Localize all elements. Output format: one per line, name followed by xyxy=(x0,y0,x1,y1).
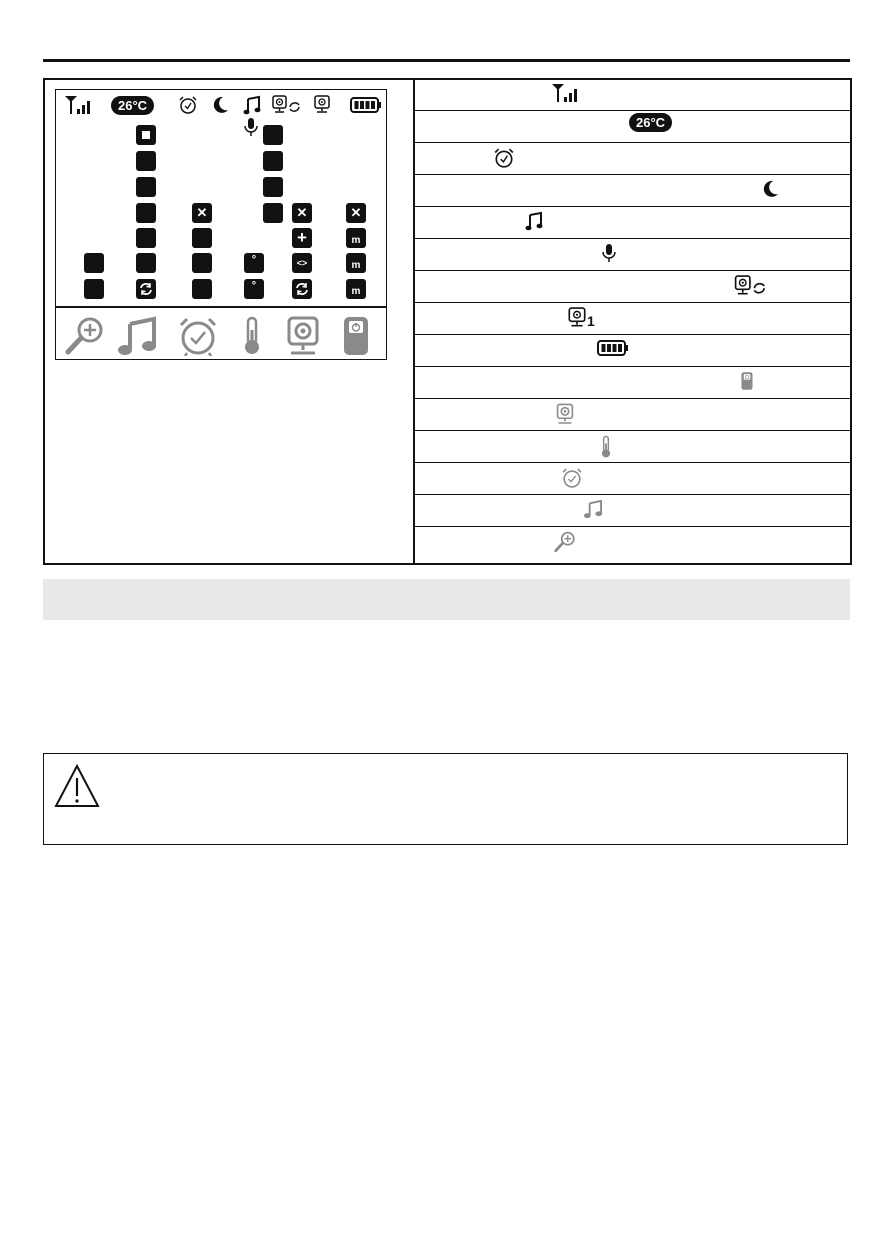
microphone-icon xyxy=(243,117,259,142)
key-blank[interactable] xyxy=(192,279,212,299)
legend-row-camera-cycle xyxy=(415,270,850,303)
camera-icon xyxy=(556,403,574,430)
camera-cycle-icon xyxy=(733,275,769,302)
degree-icon: ° xyxy=(251,280,257,292)
zoom-in-icon xyxy=(553,531,577,558)
music-note-icon xyxy=(583,499,603,524)
legend-row-music xyxy=(415,206,850,239)
degree-icon: ° xyxy=(251,254,257,266)
moon-icon xyxy=(211,94,229,116)
key-blank[interactable] xyxy=(263,151,283,171)
legend-row-camera xyxy=(415,398,850,431)
key-blank[interactable] xyxy=(192,253,212,273)
key-m[interactable] xyxy=(346,279,366,299)
parent-unit-icon[interactable] xyxy=(343,316,369,361)
plus-icon: + xyxy=(297,228,307,247)
camera-icon[interactable] xyxy=(286,316,320,361)
key-eye[interactable] xyxy=(292,253,312,273)
legend-row-camera-1 xyxy=(415,302,850,335)
alarm-clock-icon xyxy=(178,94,198,116)
key-plus[interactable] xyxy=(292,228,312,248)
key-blank[interactable] xyxy=(84,253,104,273)
key-degree[interactable] xyxy=(244,253,264,273)
zoom-in-icon[interactable] xyxy=(64,316,106,361)
music-note-icon xyxy=(525,211,543,236)
thermometer-icon[interactable] xyxy=(240,316,264,361)
music-note-icon[interactable] xyxy=(116,316,158,361)
key-close[interactable] xyxy=(192,203,212,223)
legend-row-signal xyxy=(415,78,850,111)
moon-icon xyxy=(761,179,779,204)
close-icon: ✕ xyxy=(350,205,362,220)
key-blank[interactable] xyxy=(84,279,104,299)
key-blank[interactable] xyxy=(136,177,156,197)
thermometer-icon xyxy=(599,435,613,464)
key-cycle[interactable] xyxy=(136,279,156,299)
battery-icon xyxy=(350,94,382,116)
key-blank[interactable] xyxy=(136,151,156,171)
warning-box xyxy=(43,753,848,845)
music-note-icon xyxy=(243,94,261,116)
key-blank[interactable] xyxy=(263,203,283,223)
legend-row-music-gray xyxy=(415,494,850,527)
temperature-value: 26°C xyxy=(111,96,154,115)
key-blank[interactable] xyxy=(263,177,283,197)
legend-row-alarm-gray xyxy=(415,462,850,495)
m-label: m xyxy=(351,234,361,246)
temperature-badge xyxy=(111,94,154,116)
signal-icon xyxy=(551,83,581,108)
key-close[interactable] xyxy=(346,203,366,223)
legend-row-moon xyxy=(415,174,850,207)
warning-triangle-icon xyxy=(54,764,100,813)
camera-cycle-icon xyxy=(272,94,302,116)
legend-row-temperature xyxy=(415,110,850,143)
section-header-band xyxy=(43,579,850,620)
key-close[interactable] xyxy=(292,203,312,223)
battery-icon xyxy=(595,339,631,362)
legend-row-thermometer xyxy=(415,430,850,463)
alarm-clock-icon xyxy=(493,147,515,174)
close-icon: ✕ xyxy=(296,205,308,220)
legend-row-alarm xyxy=(415,142,850,175)
key-blank[interactable] xyxy=(263,125,283,145)
lcd-display xyxy=(55,89,387,360)
camera-icon xyxy=(313,94,331,116)
key-stop[interactable] xyxy=(136,125,156,145)
camera-1-icon xyxy=(567,307,595,329)
key-blank[interactable] xyxy=(136,203,156,223)
key-blank[interactable] xyxy=(136,253,156,273)
microphone-icon xyxy=(601,243,617,268)
camera-number: 1 xyxy=(587,313,595,329)
key-degree[interactable] xyxy=(244,279,264,299)
top-rule xyxy=(43,59,850,62)
temperature-value: 26°C xyxy=(629,113,672,132)
lcd-separator xyxy=(56,306,386,308)
legend-row-microphone xyxy=(415,238,850,271)
temperature-badge xyxy=(629,114,672,132)
legend-row-battery xyxy=(415,334,850,367)
key-m[interactable] xyxy=(346,253,366,273)
signal-icon xyxy=(64,94,94,116)
key-blank[interactable] xyxy=(136,228,156,248)
m-label: m xyxy=(351,259,361,271)
key-m[interactable] xyxy=(346,228,366,248)
eye-icon: <> xyxy=(296,258,308,268)
legend-row-zoom xyxy=(415,526,850,558)
key-blank[interactable] xyxy=(192,228,212,248)
alarm-clock-icon[interactable] xyxy=(177,316,219,361)
parent-unit-icon xyxy=(741,371,753,396)
m-label: m xyxy=(351,285,361,297)
key-cycle[interactable] xyxy=(292,279,312,299)
alarm-clock-icon xyxy=(561,467,583,494)
legend-row-parent-unit xyxy=(415,366,850,399)
close-icon: ✕ xyxy=(196,205,208,220)
